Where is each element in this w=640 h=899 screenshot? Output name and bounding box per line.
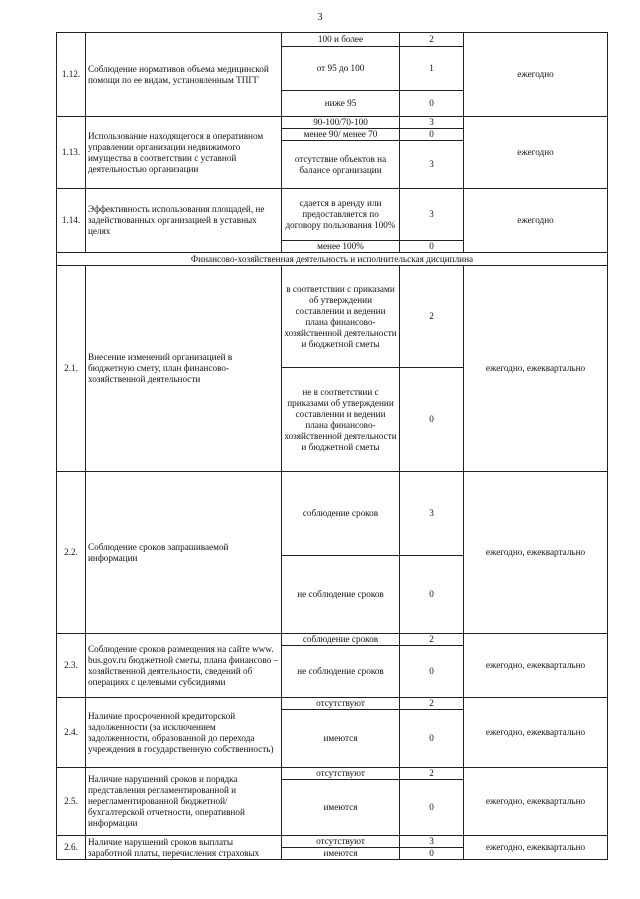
row-number: 1.14. [57, 189, 86, 253]
indicator-name: Наличие нарушений сроков и порядка представления регламентированной и нерегламентированной бюджетной/бухгалтерской отчетности, оперативной информации [86, 768, 282, 836]
indicator-name: Внесение изменений организацией в бюджетную смету, план финансово-хозяйственной деятельности [86, 266, 282, 472]
criterion-text: сдается в аренду или предоставляется по договору пользования 100% [282, 189, 400, 241]
row-number: 1.13. [57, 117, 86, 189]
score-value: 0 [400, 91, 464, 117]
criterion-text: ниже 95 [282, 91, 400, 117]
criterion-text: не в соответствии с приказами об утверждении составлении и ведении плана финансово-хозяйственной деятельности и бюджетной сметы [282, 368, 400, 472]
score-value: 0 [400, 368, 464, 472]
score-value: 2 [400, 768, 464, 780]
criteria-table [56, 32, 608, 860]
row-number: 2.4. [57, 698, 86, 768]
criterion-text: 90-100/70-100 [282, 117, 400, 129]
criterion-text: от 95 до 100 [282, 47, 400, 91]
indicator-name: Эффективность использования площадей, не задействованных организацией в уставных целях [86, 189, 282, 253]
criterion-text: менее 90/ менее 70 [282, 129, 400, 141]
criterion-text: имеются [282, 780, 400, 836]
criterion-text: отсутствуют [282, 768, 400, 780]
section-header: Финансово-хозяйственная деятельность и исполнительская дисциплина [57, 253, 608, 266]
row-number: 2.2. [57, 472, 86, 634]
period-text: ежегодно, ежеквартально [464, 472, 608, 634]
criterion-text: отсутствуют [282, 836, 400, 848]
score-value: 0 [400, 646, 464, 698]
score-value: 3 [400, 472, 464, 556]
score-value: 1 [400, 47, 464, 91]
criterion-text: соблюдение сроков [282, 472, 400, 556]
period-text: ежегодно, ежеквартально [464, 634, 608, 698]
score-value: 0 [400, 848, 464, 860]
score-value: 3 [400, 189, 464, 241]
row-number: 1.12. [57, 33, 86, 117]
row-number: 2.6. [57, 836, 86, 860]
criterion-text: отсутствие объектов на балансе организации [282, 141, 400, 189]
period-text: ежегодно, ежеквартально [464, 698, 608, 768]
indicator-name: Наличие просроченной кредиторской задолженности (за исключением задолженности, образованной до перехода учреждения в государственную собственность) [86, 698, 282, 768]
row-number: 2.5. [57, 768, 86, 836]
indicator-name: Соблюдение сроков запрашиваемой информации [86, 472, 282, 634]
score-value: 3 [400, 141, 464, 189]
indicator-name: Наличие нарушений сроков выплаты заработной платы, перечисления страховых [86, 836, 282, 860]
period-text: ежегодно, ежеквартально [464, 266, 608, 472]
score-value: 0 [400, 780, 464, 836]
score-value: 2 [400, 266, 464, 368]
criterion-text: менее 100% [282, 241, 400, 253]
criterion-text: в соответствии с приказами об утверждении составлении и ведении плана финансово-хозяйственной деятельности и бюджетной сметы [282, 266, 400, 368]
score-value: 0 [400, 710, 464, 768]
score-value: 0 [400, 129, 464, 141]
score-value: 0 [400, 556, 464, 634]
score-value: 0 [400, 241, 464, 253]
criterion-text: не соблюдение сроков [282, 646, 400, 698]
score-value: 3 [400, 117, 464, 129]
score-value: 2 [400, 634, 464, 646]
criterion-text: имеются [282, 848, 400, 860]
score-value: 2 [400, 33, 464, 47]
page-number: 3 [317, 12, 323, 23]
row-number: 2.1. [57, 266, 86, 472]
indicator-name: Использование находящегося в оперативном управлении организации недвижимого имущества в соответствии с уставной деятельностью организации [86, 117, 282, 189]
criterion-text: отсутствуют [282, 698, 400, 710]
period-text: ежегодно [464, 189, 608, 253]
period-text: ежегодно [464, 117, 608, 189]
score-value: 3 [400, 836, 464, 848]
score-value: 2 [400, 698, 464, 710]
period-text: ежегодно [464, 33, 608, 117]
criterion-text: 100 и более [282, 33, 400, 47]
indicator-name: Соблюдение нормативов объема медицинской помощи по ее видам, установленным ТПГГ [86, 33, 282, 117]
criterion-text: соблюдение сроков [282, 634, 400, 646]
indicator-name: Соблюдение сроков размещения на сайте www. bus.gov.ru бюджетной сметы, плана финансово – хозяйственной деятельности, сведений об операциях с целевыми субсидиями [86, 634, 282, 698]
period-text: ежегодно, ежеквартально [464, 836, 608, 860]
period-text: ежегодно, ежеквартально [464, 768, 608, 836]
criterion-text: не соблюдение сроков [282, 556, 400, 634]
criterion-text: имеются [282, 710, 400, 768]
row-number: 2.3. [57, 634, 86, 698]
